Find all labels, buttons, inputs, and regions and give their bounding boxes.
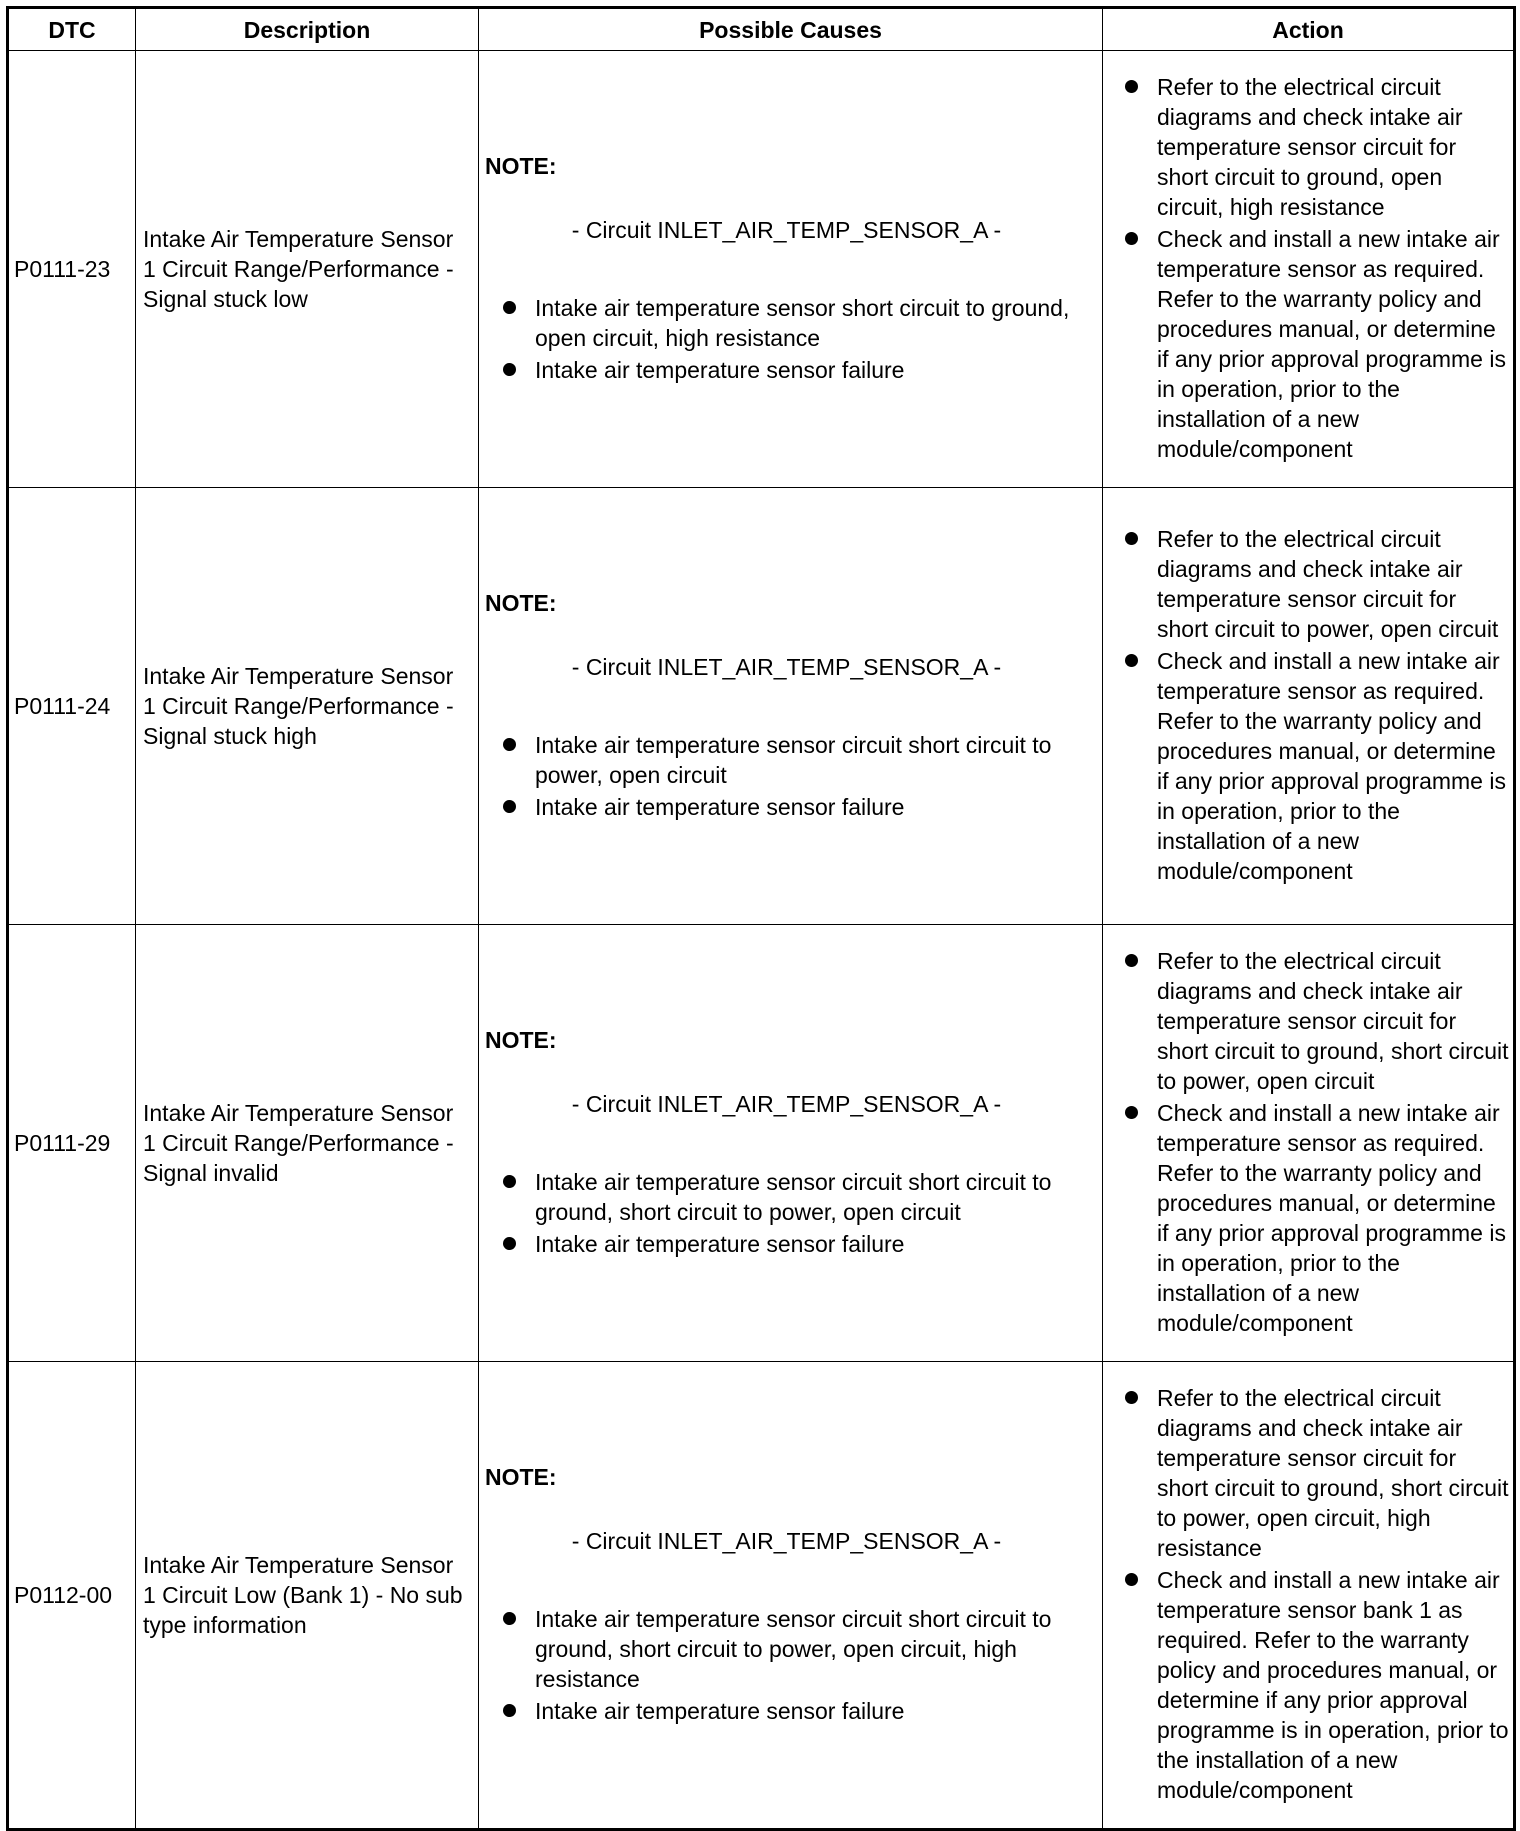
- list-item: [503, 355, 1094, 385]
- action-list: [1125, 946, 1509, 1338]
- table-row: [8, 925, 1515, 1362]
- causes-list: [485, 293, 1094, 385]
- possible-causes: [479, 488, 1103, 925]
- action-list: [1125, 72, 1509, 464]
- bullet-icon: [503, 301, 516, 314]
- action-cell: [1103, 488, 1515, 925]
- bullet-icon: [503, 1237, 516, 1250]
- list-item: [1125, 1383, 1509, 1563]
- bullet-icon: [503, 1175, 516, 1188]
- bullet-icon: [503, 800, 516, 813]
- dtc-code: P0111-29: [8, 925, 136, 1362]
- list-item: [1125, 1565, 1509, 1805]
- list-item: [503, 1604, 1094, 1694]
- cause-text: Intake air temperature sensor circuit short circuit to power, open circuit: [535, 732, 1052, 788]
- bullet-icon: [503, 363, 516, 376]
- table-row: [8, 488, 1515, 925]
- table-row: [8, 51, 1515, 488]
- action-text: Refer to the electrical circuit diagrams and check intake air temperature sensor circuit for short circuit to ground, open circuit, high resistance: [1157, 74, 1463, 220]
- possible-causes: [479, 925, 1103, 1362]
- circuit-name: - Circuit INLET_AIR_TEMP_SENSOR_A -: [571, 1528, 1002, 1554]
- action-text: Check and install a new intake air temperature sensor as required. Refer to the warranty policy and procedures manual, or determine if any prior approval programme is in operation, prior to the installation of a new module/component: [1157, 226, 1506, 462]
- bullet-icon: [503, 738, 516, 751]
- header-action: Action: [1103, 8, 1515, 51]
- bullet-icon: [1125, 1106, 1138, 1119]
- action-text: Refer to the electrical circuit diagrams and check intake air temperature sensor circuit for short circuit to power, open circuit: [1157, 526, 1499, 642]
- bullet-icon: [1125, 532, 1138, 545]
- bullet-icon: [503, 1612, 516, 1625]
- header-description: Description: [136, 8, 479, 51]
- causes-list: [485, 1604, 1094, 1726]
- dtc-code: P0111-23: [8, 51, 136, 488]
- cause-text: Intake air temperature sensor short circuit to ground, open circuit, high resistance: [535, 295, 1070, 351]
- note-label: NOTE:: [485, 153, 557, 179]
- list-item: [1125, 524, 1509, 644]
- dtc-description: Intake Air Temperature Sensor 1 Circuit Range/Performance - Signal invalid: [136, 925, 479, 1362]
- bullet-icon: [1125, 654, 1138, 667]
- note-label: NOTE:: [485, 590, 557, 616]
- header-causes: Possible Causes: [479, 8, 1103, 51]
- list-item: [503, 1167, 1094, 1227]
- circuit-name: - Circuit INLET_AIR_TEMP_SENSOR_A -: [571, 1091, 1002, 1117]
- circuit-name: - Circuit INLET_AIR_TEMP_SENSOR_A -: [571, 217, 1002, 243]
- possible-causes: [479, 51, 1103, 488]
- bullet-icon: [1125, 80, 1138, 93]
- dtc-description: Intake Air Temperature Sensor 1 Circuit Range/Performance - Signal stuck low: [136, 51, 479, 488]
- action-cell: [1103, 1362, 1515, 1830]
- bullet-icon: [1125, 232, 1138, 245]
- bullet-icon: [1125, 954, 1138, 967]
- header-row: [8, 8, 1515, 51]
- action-text: Refer to the electrical circuit diagrams and check intake air temperature sensor circuit for short circuit to ground, short circuit to power, open circuit: [1157, 948, 1509, 1094]
- causes-list: [485, 1167, 1094, 1259]
- dtc-description: Intake Air Temperature Sensor 1 Circuit Low (Bank 1) - No sub type information: [136, 1362, 479, 1830]
- bullet-icon: [1125, 1391, 1138, 1404]
- table-row: [8, 1362, 1515, 1830]
- action-text: Check and install a new intake air temperature sensor bank 1 as required. Refer to the warranty policy and procedures manual, or determine if any prior approval programme is in operation, prior to the installation of a new module/component: [1157, 1567, 1509, 1803]
- dtc-description: Intake Air Temperature Sensor 1 Circuit Range/Performance - Signal stuck high: [136, 488, 479, 925]
- header-dtc: DTC: [8, 8, 136, 51]
- note-label: NOTE:: [485, 1027, 557, 1053]
- list-item: [503, 792, 1094, 822]
- bullet-icon: [503, 1704, 516, 1717]
- list-item: [1125, 72, 1509, 222]
- note-label: NOTE:: [485, 1464, 557, 1490]
- list-item: [1125, 946, 1509, 1096]
- action-text: Refer to the electrical circuit diagrams and check intake air temperature sensor circuit for short circuit to ground, short circuit to power, open circuit, high resistance: [1157, 1385, 1509, 1561]
- possible-causes: [479, 1362, 1103, 1830]
- dtc-table: [6, 6, 1516, 1831]
- bullet-icon: [1125, 1573, 1138, 1586]
- dtc-code: P0112-00: [8, 1362, 136, 1830]
- cause-text: Intake air temperature sensor circuit short circuit to ground, short circuit to power, open circuit: [535, 1169, 1052, 1225]
- action-cell: [1103, 51, 1515, 488]
- action-cell: [1103, 925, 1515, 1362]
- cause-text: Intake air temperature sensor failure: [535, 357, 905, 383]
- action-list: [1125, 1383, 1509, 1805]
- action-list: [1125, 524, 1509, 886]
- list-item: [503, 293, 1094, 353]
- list-item: [503, 730, 1094, 790]
- cause-text: Intake air temperature sensor failure: [535, 794, 905, 820]
- dtc-code: P0111-24: [8, 488, 136, 925]
- list-item: [503, 1229, 1094, 1259]
- action-text: Check and install a new intake air temperature sensor as required. Refer to the warranty policy and procedures manual, or determine if any prior approval programme is in operation, prior to the installation of a new module/component: [1157, 1100, 1506, 1336]
- cause-text: Intake air temperature sensor failure: [535, 1698, 905, 1724]
- list-item: [503, 1696, 1094, 1726]
- list-item: [1125, 1098, 1509, 1338]
- cause-text: Intake air temperature sensor circuit short circuit to ground, short circuit to power, open circuit, high resistance: [535, 1606, 1052, 1692]
- cause-text: Intake air temperature sensor failure: [535, 1231, 905, 1257]
- list-item: [1125, 646, 1509, 886]
- action-text: Check and install a new intake air temperature sensor as required. Refer to the warranty policy and procedures manual, or determine if any prior approval programme is in operation, prior to the installation of a new module/component: [1157, 648, 1506, 884]
- causes-list: [485, 730, 1094, 822]
- circuit-name: - Circuit INLET_AIR_TEMP_SENSOR_A -: [571, 654, 1002, 680]
- list-item: [1125, 224, 1509, 464]
